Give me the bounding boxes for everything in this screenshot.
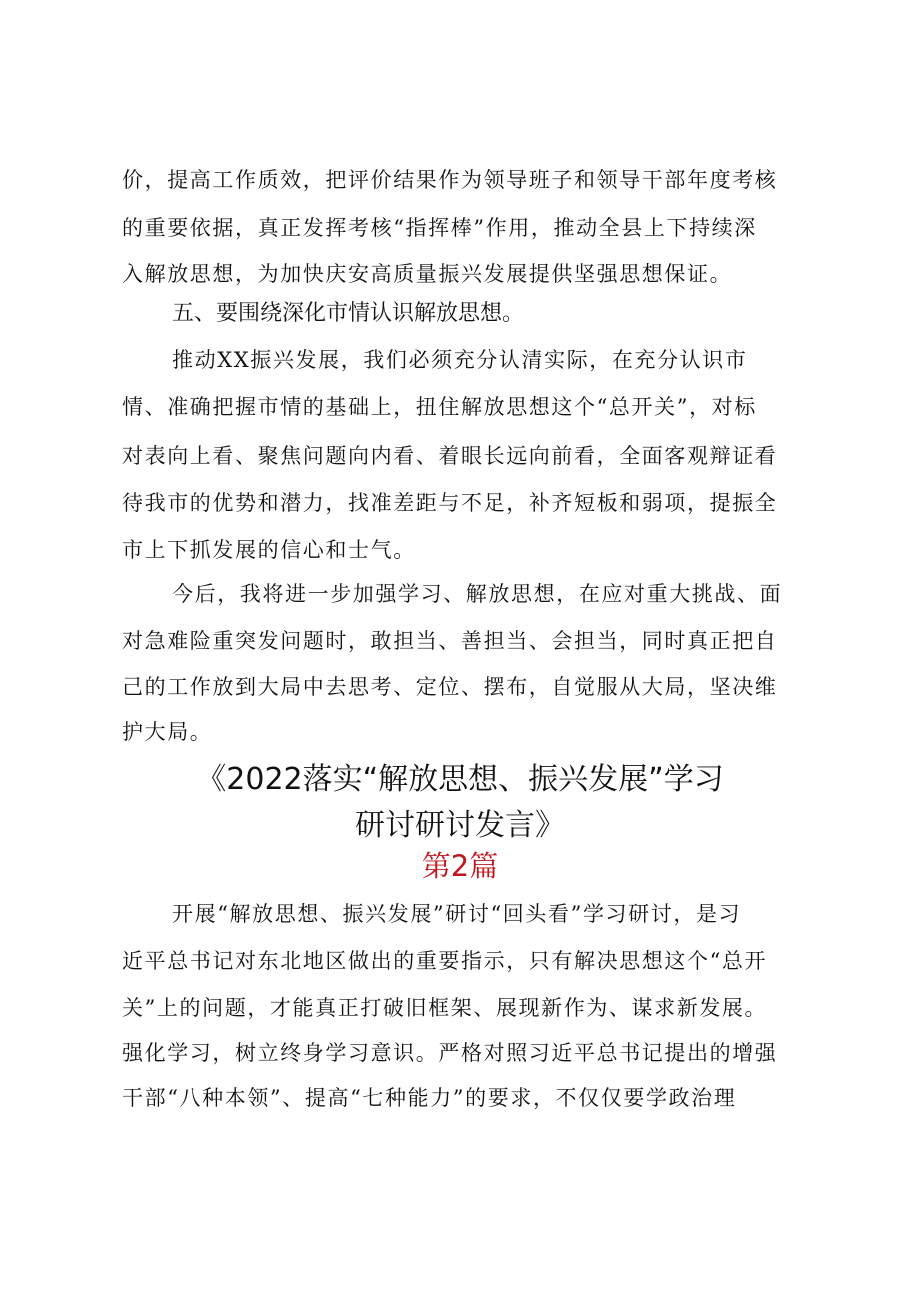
part-label: 第2篇 [421, 849, 499, 883]
paragraph-line: 价，提高工作质效，把评价结果作为领导班子和领导干部年度考核 [122, 168, 778, 192]
paragraph-line: 近平总书记对东北地区做出的重要指示，只有解决思想这个“总开 [122, 949, 768, 973]
paragraph-line: 强化学习，树立终身学习意识。严格对照习近平总书记提出的增强 [122, 1041, 778, 1065]
paragraph-line: 护大局。 [122, 720, 213, 744]
paragraph-line: 对表向上看、聚焦问题向内看、着眼长远向前看，全面客观辩证看 [122, 444, 778, 468]
paragraph-line: 关”上的问题，才能真正打破旧框架、展现新作为、谋求新发展。 [122, 996, 768, 1020]
document-title-line-2: 研讨研讨发言》 [355, 808, 565, 843]
paragraph-line: 市上下抓发展的信心和士气。 [122, 538, 416, 562]
paragraph-line: 开展“解放思想、振兴发展”研讨“回头看”学习研讨，是习 [172, 902, 742, 926]
document-title-line-1: 《2022落实“解放思想、振兴发展”学习 [196, 762, 724, 797]
paragraph-line: 己的工作放到大局中去思考、定位、摆布，自觉服从大局，坚决维 [122, 675, 778, 699]
paragraph-line: 推动XX振兴发展，我们必须充分认清实际，在充分认识市 [172, 348, 748, 372]
paragraph-line: 入解放思想，为加快庆安高质量振兴发展提供坚强思想保证。 [122, 262, 733, 286]
paragraph-line: 对急难险重突发问题时，敢担当、善担当、会担当，同时真正把自 [122, 629, 778, 653]
paragraph-line: 情、准确把握市情的基础上，扭住解放思想这个“总开关”，对标 [122, 395, 757, 419]
paragraph-line: 今后，我将进一步加强学习、解放思想，在应对重大挑战、面 [172, 582, 783, 606]
section-heading: 五、要围绕深化市情认识解放思想。 [172, 301, 525, 326]
paragraph-line: 的重要依据，真正发挥考核“指挥棒”作用，推动全县上下持续深 [122, 216, 757, 240]
paragraph-line: 待我市的优势和潜力，找准差距与不足，补齐短板和弱项，提振全 [122, 491, 778, 515]
paragraph-line: 干部“八种本领”、提高“七种能力”的要求，不仅仅要学政治理 [122, 1086, 737, 1110]
